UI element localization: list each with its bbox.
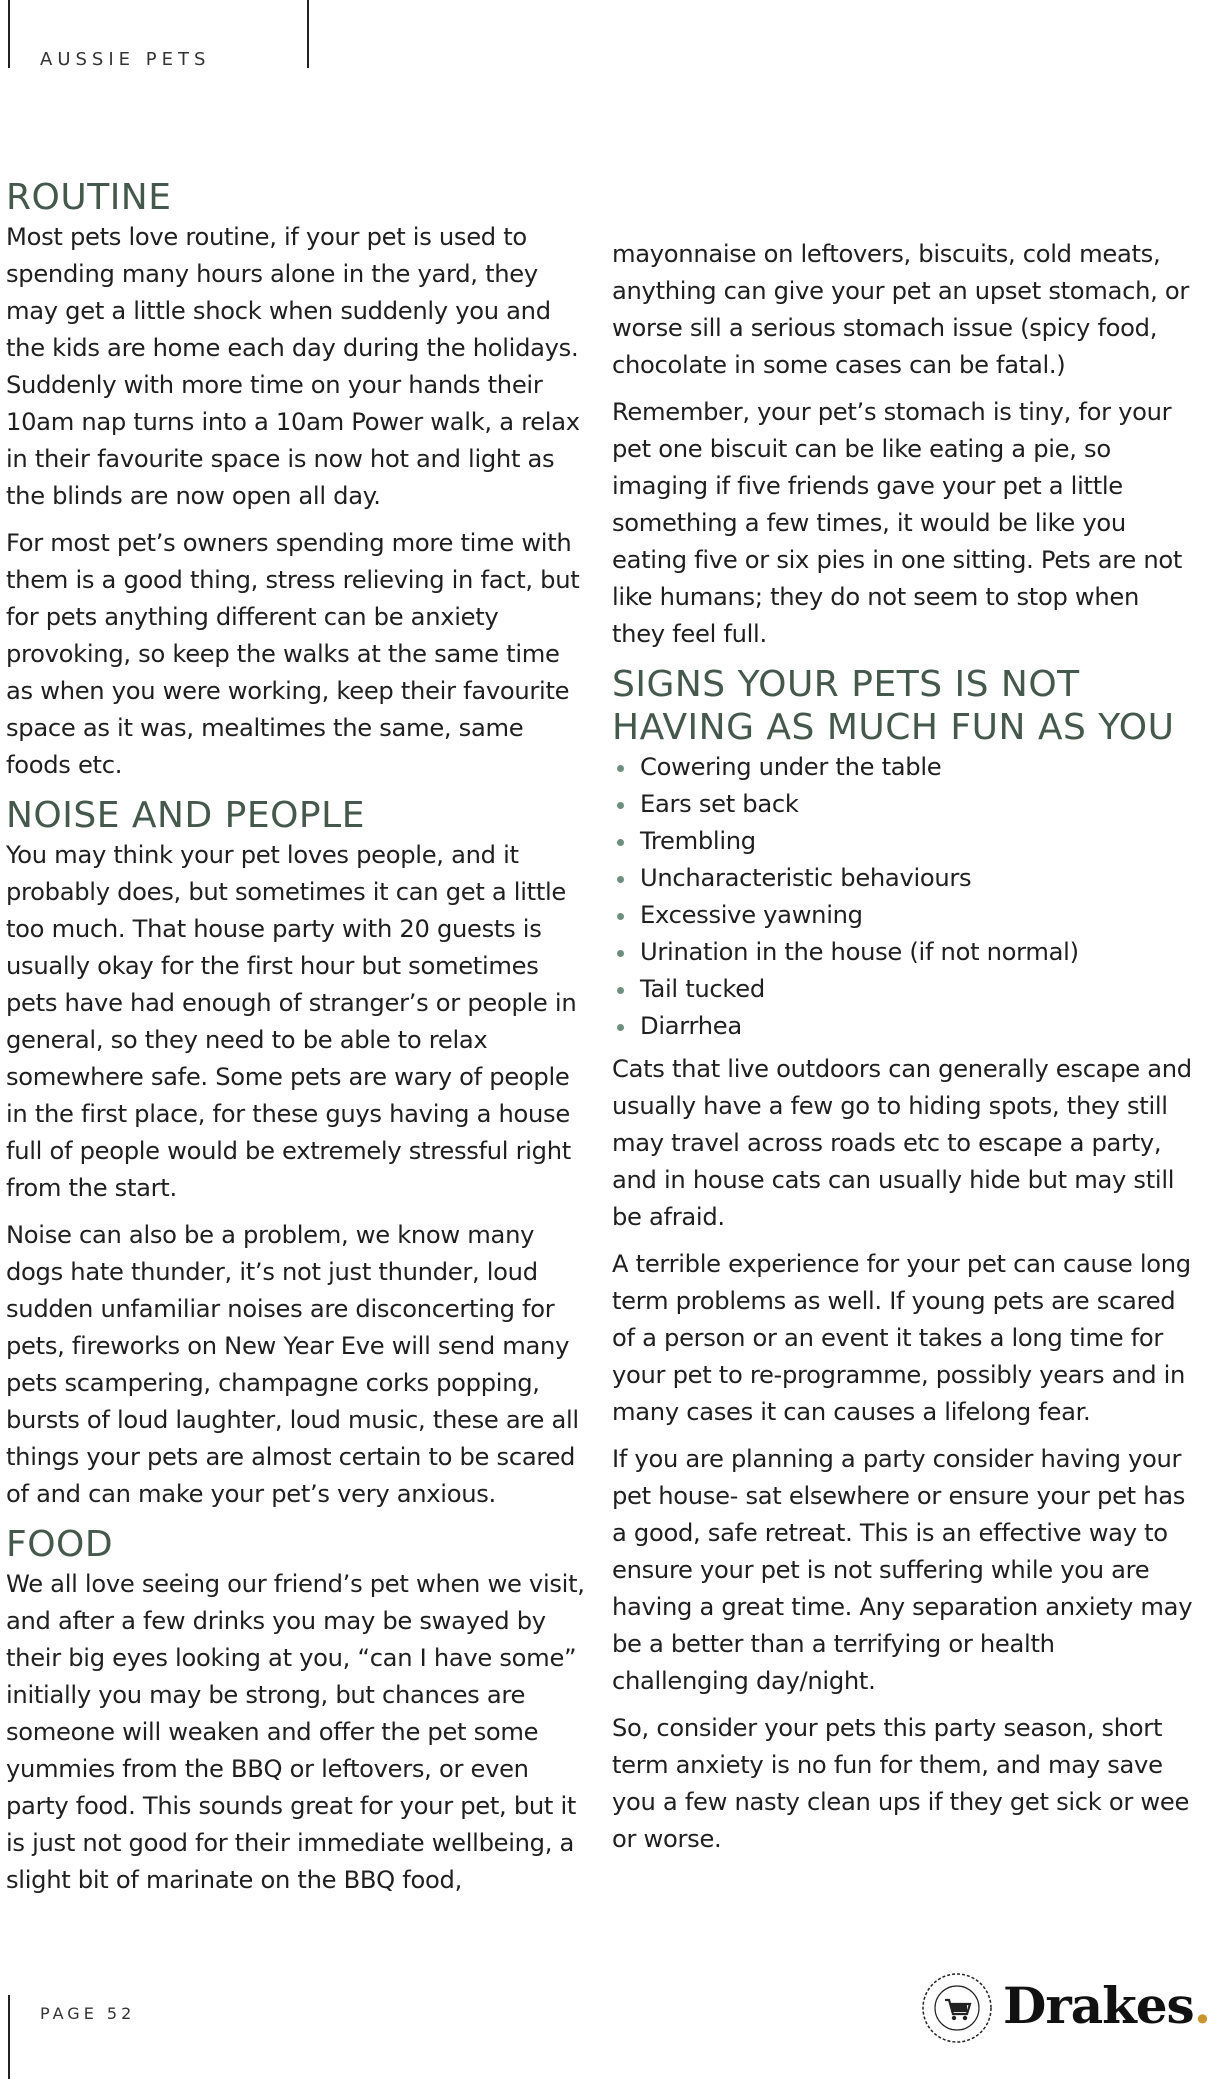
- signs-list: [612, 749, 1197, 1045]
- signs-list-item: Ears set back: [612, 786, 1197, 823]
- signs-list-item: Uncharacteristic behaviours: [612, 860, 1197, 897]
- routine-heading: ROUTINE: [6, 177, 172, 218]
- signs-list-item: Diarrhea: [612, 1008, 1197, 1045]
- food-paragraph-2: Remember, your pet’s stomach is tiny, for your pet one biscuit can be like eating a pie, so imaging if five friends gave your pet a little something a few times, it would be like you eating five or six pies in one sitting. Pets are not like humans; they do not seem to stop when they feel full.: [612, 398, 1183, 648]
- drakes-name: Drakes: [1003, 1976, 1194, 2035]
- header-rule-right: [307, 0, 309, 68]
- magazine-title: AUSSIE PETS: [40, 49, 211, 70]
- routine-paragraph-2: For most pet’s owners spending more time with them is a good thing, stress relieving in fact, but for pets anything different can be anxiety provoking, so keep the walks at the same time as when you were working, keep their favourite space as it was, mealtimes the same, same foods etc.: [6, 529, 580, 779]
- planning-paragraph: If you are planning a party consider having your pet house- sat elsewhere or ensure your pet has a good, safe retreat. This is an effective way to ensure your pet is not suffering while you are having a great time. Any separation anxiety may be a better than a terrifying or health challenging day/night.: [612, 1445, 1193, 1695]
- noise-paragraph-1: You may think your pet loves people, and it probably does, but sometimes it can get a little too much. That house party with 20 guests is usually okay for the first hour but sometimes pets have had enough of stranger’s or people in general, so they need to be able to relax somewhere safe. Some pets are wary of people in the first place, for these guys having a house full of people would be extremely stressful right from the start.: [6, 841, 577, 1202]
- signs-list-item: Excessive yawning: [612, 897, 1197, 934]
- drakes-logo: [919, 1974, 1210, 2044]
- food-paragraph-1-continued: mayonnaise on leftovers, biscuits, cold meats, anything can give your pet an upset stomach, or worse sill a serious stomach issue (spicy food, chocolate in some cases can be fatal.): [612, 240, 1190, 379]
- signs-list-item: Cowering under the table: [612, 749, 1197, 786]
- right-column: [612, 236, 1197, 1868]
- drakes-dot: .: [1193, 1976, 1210, 2035]
- drakes-wordmark: [1003, 1976, 1210, 2035]
- food-paragraph-1: We all love seeing our friend’s pet when we visit, and after a few drinks you may be swayed by their big eyes looking at you, “can I have some” initially you may be strong, but chances are someone will weaken and offer the pet some yummies from the BBQ or leftovers, or even party food. This sounds great for your pet, but it is just not good for their immediate wellbeing, a slight bit of marinate on the BBQ food,: [6, 1570, 585, 1894]
- food-heading: FOOD: [6, 1524, 114, 1565]
- noise-paragraph-2: Noise can also be a problem, we know many dogs hate thunder, it’s not just thunder, loud sudden unfamiliar noises are disconcerting for pets, fireworks on New Year Eve will send many pets scampering, champagne corks popping, bursts of loud laughter, loud music, these are all things your pets are almost certain to be scared of and can make your pet’s very anxious.: [6, 1221, 579, 1508]
- terrible-experience-paragraph: A terrible experience for your pet can cause long term problems as well. If young pets are scared of a person or an event it takes a long time for your pet to re-programme, possibly years and in many cases it can causes a lifelong fear.: [612, 1250, 1191, 1426]
- noise-heading: NOISE AND PEOPLE: [6, 795, 365, 836]
- header-rule-left: [8, 0, 10, 68]
- signs-list-item: Trembling: [612, 823, 1197, 860]
- cats-paragraph: Cats that live outdoors can generally escape and usually have a few go to hiding spots, they still may travel across roads etc to escape a party, and in house cats can usually hide but may still be afraid.: [612, 1055, 1192, 1231]
- signs-list-item: Urination in the house (if not normal): [612, 934, 1197, 971]
- signs-list-item: Tail tucked: [612, 971, 1197, 1008]
- left-column: [6, 176, 588, 1909]
- routine-paragraph-1: Most pets love routine, if your pet is used to spending many hours alone in the yard, they may get a little shock when suddenly you and the kids are home each day during the holidays. Suddenly with more time on your hands their 10am nap turns into a 10am Power walk, a relax in their favourite space is now hot and light as the blinds are now open all day.: [6, 223, 580, 510]
- footer-rule: [8, 1995, 10, 2079]
- page-number: PAGE 52: [40, 2004, 136, 2023]
- signs-heading: SIGNS YOUR PETS IS NOT HAVING AS MUCH FUN AS YOU: [612, 664, 1175, 748]
- supermarket-seal-icon: [919, 1970, 995, 2046]
- consider-paragraph: So, consider your pets this party season, short term anxiety is no fun for them, and may save you a few nasty clean ups if they get sick or wee or worse.: [612, 1714, 1190, 1853]
